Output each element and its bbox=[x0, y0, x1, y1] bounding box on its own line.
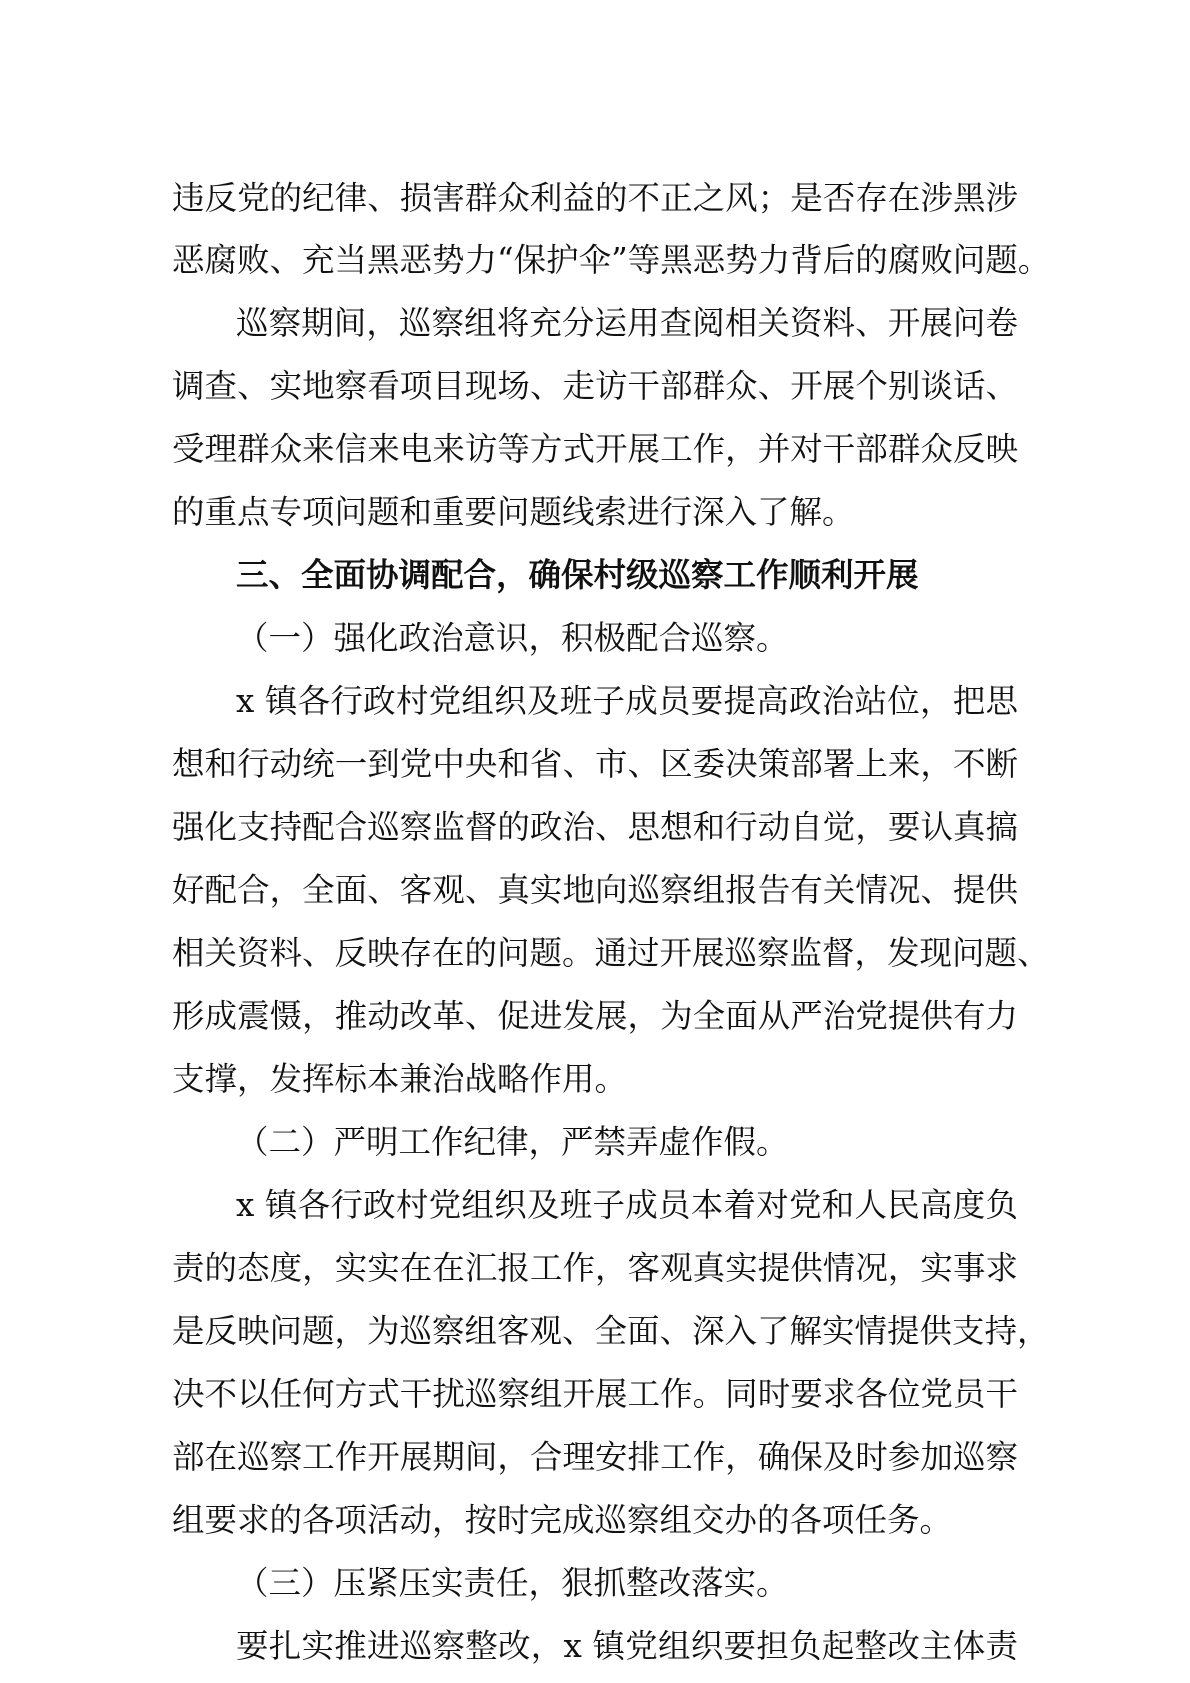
paragraph-first-line: 巡察期间，巡察组将充分运用查阅相关资料、开展问卷 bbox=[236, 304, 1018, 342]
body-text-line: 调查、实地察看项目现场、走访干部群众、开展个别谈话、 bbox=[172, 367, 1018, 405]
body-text-line: 想和行动统一到党中央和省、市、区委决策部署上来，不断 bbox=[172, 745, 1018, 783]
body-text-line: 形成震慑，推动改革、促进发展，为全面从严治党提供有力 bbox=[172, 997, 1018, 1035]
body-text-line: 部在巡察工作开展期间，合理安排工作，确保及时参加巡察 bbox=[172, 1438, 1018, 1476]
body-text-line: 好配合，全面、客观、真实地向巡察组报告有关情况、提供 bbox=[172, 871, 1018, 909]
paragraph-first-line: 要扎实推进巡察整改，x 镇党组织要担负起整改主体责 bbox=[236, 1627, 1018, 1665]
paragraph-first-line: x 镇各行政村党组织及班子成员要提高政治站位，把思 bbox=[236, 682, 1018, 720]
body-text-line: 责的态度，实实在在汇报工作，客观真实提供情况，实事求 bbox=[172, 1249, 1018, 1287]
body-text-line: 组要求的各项活动，按时完成巡察组交办的各项任务。 bbox=[172, 1501, 953, 1539]
body-text-line: 的重点专项问题和重要问题线索进行深入了解。 bbox=[172, 493, 855, 531]
section-heading: 三、全面协调配合，确保村级巡察工作顺利开展 bbox=[236, 556, 919, 594]
body-text-line: 受理群众来信来电来访等方式开展工作，并对干部群众反映 bbox=[172, 430, 1018, 468]
body-text-line: 支撑，发挥标本兼治战略作用。 bbox=[172, 1060, 628, 1098]
body-text-line: 是反映问题，为巡察组客观、全面、深入了解实情提供支持， bbox=[172, 1312, 1050, 1350]
body-text-line: 相关资料、反映存在的问题。通过开展巡察监督，发现问题、 bbox=[172, 934, 1050, 972]
subsection-heading: （一）强化政治意识，积极配合巡察。 bbox=[236, 619, 789, 657]
body-text-line: 违反党的纪律、损害群众利益的不正之风；是否存在涉黑涉 bbox=[172, 179, 1018, 217]
body-text-line: 强化支持配合巡察监督的政治、思想和行动自觉，要认真搞 bbox=[172, 808, 1018, 846]
subsection-heading: （三）压紧压实责任，狠抓整改落实。 bbox=[236, 1564, 789, 1602]
paragraph-first-line: x 镇各行政村党组织及班子成员本着对党和人民高度负 bbox=[236, 1186, 1018, 1224]
subsection-heading: （二）严明工作纪律，严禁弄虚作假。 bbox=[236, 1123, 789, 1161]
body-text-line: 恶腐败、充当黑恶势力“保护伞”等黑恶势力背后的腐败问题。 bbox=[172, 241, 1051, 279]
body-text-line: 决不以任何方式干扰巡察组开展工作。同时要求各位党员干 bbox=[172, 1375, 1018, 1413]
